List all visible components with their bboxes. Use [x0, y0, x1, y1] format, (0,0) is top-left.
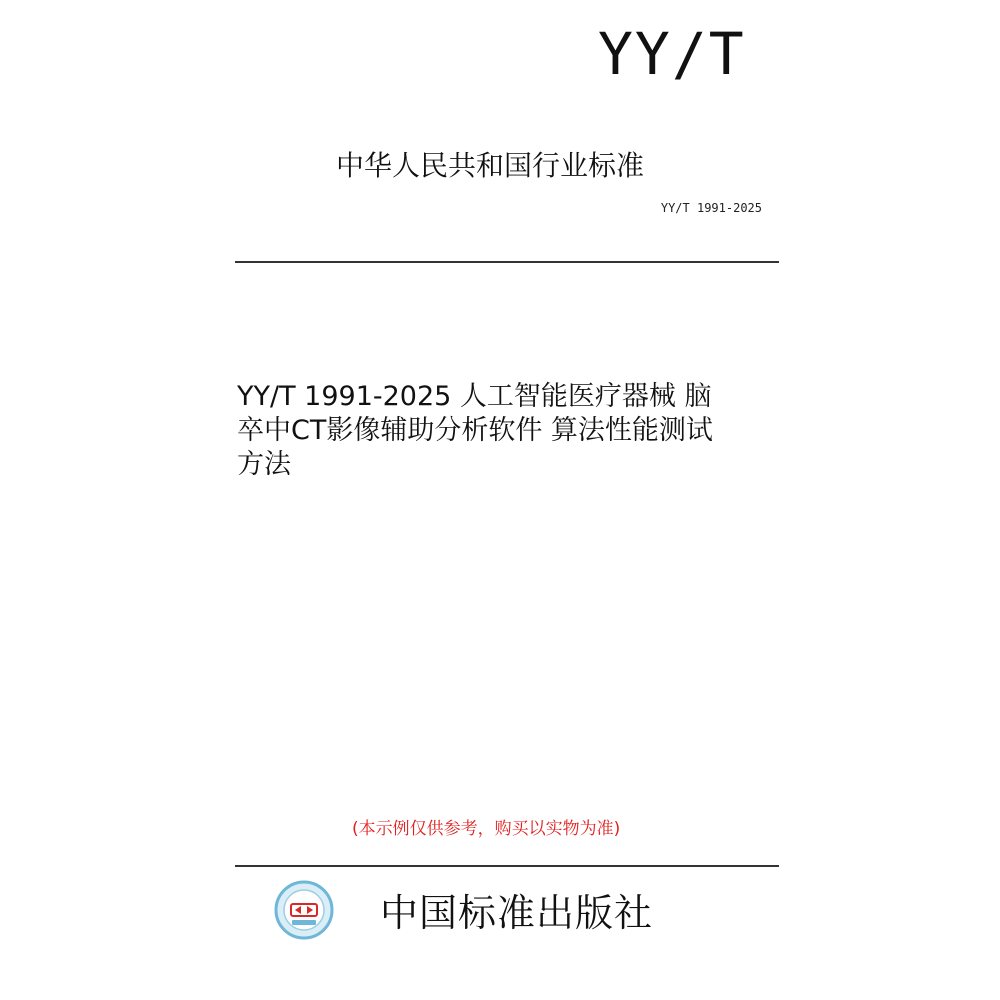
- bottom-divider: [235, 865, 779, 867]
- document-number: YY/T 1991-2025: [660, 201, 762, 215]
- standard-type-code: YY/T: [598, 20, 746, 88]
- top-divider: [235, 261, 779, 263]
- sample-disclaimer: (本示例仅供参考，购买以实物为准): [352, 819, 621, 839]
- publisher-seal-icon: [274, 880, 334, 940]
- document-title: YY/T 1991-2025 人工智能医疗器械 脑 卒中CT影像辅助分析软件 算法性能测试 方法: [237, 381, 713, 480]
- standard-category-title: 中华人民共和国行业标准: [336, 149, 645, 182]
- publisher-name: 中国标准出版社: [380, 891, 654, 935]
